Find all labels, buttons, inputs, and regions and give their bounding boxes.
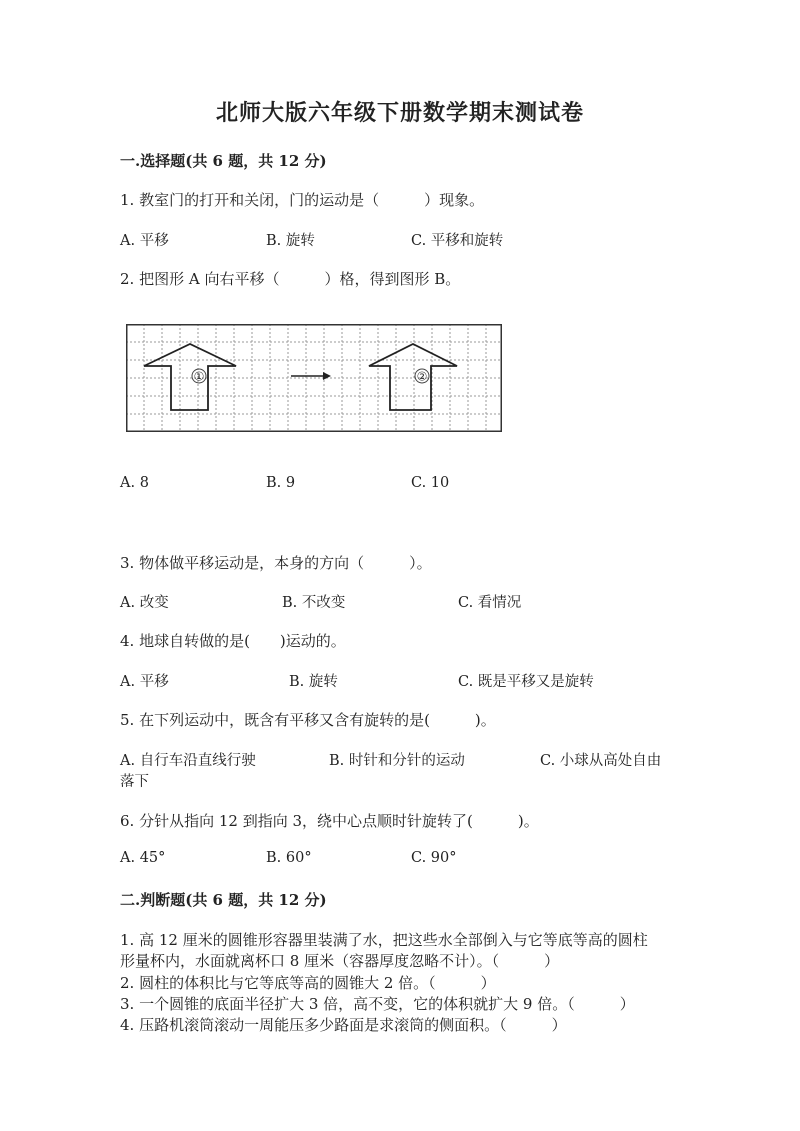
q6-option-b: B. 60° [266,850,312,866]
judgment-2: 2. 圆柱的体积比与它等底等高的圆锥大 2 倍。（ ） [120,974,496,992]
q3-option-a: A. 改变 [120,595,169,611]
q4-option-c: C. 既是平移又是旋转 [458,674,594,690]
question-6: 6. 分针从指向 12 到指向 3，绕中心点顺时针旋转了( )。 [120,812,539,830]
arrow-shape-a [144,344,236,410]
question-2: 2. 把图形 A 向右平移（ ）格，得到图形 B。 [120,270,461,288]
shape-a-label: ① [193,369,205,384]
q3-option-b: B. 不改变 [282,595,346,611]
judgment-3: 3. 一个圆锥的底面半径扩大 3 倍，高不变，它的体积就扩大 9 倍。（ ） [120,995,635,1013]
translation-grid-figure [126,324,502,432]
shape-b-label: ② [416,369,428,384]
q2-option-b: B. 9 [266,475,296,491]
q1-option-c: C. 平移和旋转 [411,233,504,249]
q6-option-a: A. 45° [120,850,166,866]
q4-option-b: B. 旋转 [289,674,338,690]
q1-option-b: B. 旋转 [266,233,315,249]
judgment-1-line-2: 形量杯内，水面就离杯口 8 厘米（容器厚度忽略不计）。（ ） [120,952,560,970]
q5-option-c-wrap: 落下 [120,774,149,790]
question-4: 4. 地球自转做的是( )运动的。 [120,632,346,650]
q2-option-c: C. 10 [411,475,450,491]
question-5: 5. 在下列运动中，既含有平移又含有旋转的是( )。 [120,711,496,729]
grid-lines [126,324,502,432]
section-heading-judgment: 二.判断题(共 6 题，共 12 分) [120,891,327,909]
q6-option-c: C. 90° [411,850,457,866]
translation-arrow-head [323,372,331,380]
document-title: 北师大版六年级下册数学期末测试卷 [215,100,584,126]
q5-option-c: C. 小球从高处自由 [540,753,662,769]
section-heading-choice: 一.选择题(共 6 题，共 12 分) [120,152,327,170]
q2-option-a: A. 8 [120,475,149,491]
question-1: 1. 教室门的打开和关闭，门的运动是（ ）现象。 [120,191,485,209]
question-3: 3. 物体做平移运动是，本身的方向（ ）。 [120,554,432,572]
arrow-shape-b [369,344,457,410]
judgment-4: 4. 压路机滚筒滚动一周能压多少路面是求滚筒的侧面积。（ ） [120,1016,567,1034]
q5-option-a: A. 自行车沿直线行驶 [120,753,256,769]
q4-option-a: A. 平移 [120,674,169,690]
q5-option-b: B. 时针和分针的运动 [329,753,465,769]
q3-option-c: C. 看情况 [458,595,522,611]
q1-option-a: A. 平移 [120,233,169,249]
judgment-1-line-1: 1. 高 12 厘米的圆锥形容器里装满了水，把这些水全部倒入与它等底等高的圆柱 [120,931,648,949]
